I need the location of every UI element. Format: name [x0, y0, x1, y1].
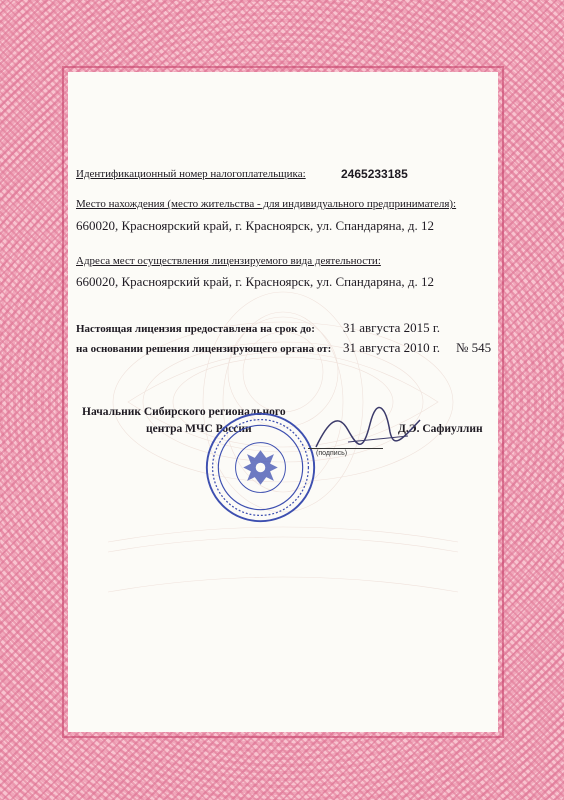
term-value: 31 августа 2015 г.: [343, 320, 440, 335]
inn-label: Идентификационный номер налогоплательщика:: [76, 168, 306, 180]
basis-date: 31 августа 2010 г.: [343, 340, 440, 355]
signature-caption: (подпись): [316, 450, 348, 457]
signatory-name: Д.Э. Сафиуллин: [398, 423, 483, 435]
document-body: [68, 72, 498, 732]
term-label: Настоящая лицензия предоставлена на срок до:: [76, 323, 315, 335]
signature-line: [308, 448, 383, 449]
signatory-title-line1: Начальник Сибирского регионального: [82, 406, 286, 418]
location-value: 660020, Красноярский край, г. Красноярск, ул. Спандаряна, д. 12: [76, 218, 435, 233]
basis-label: на основании решения лицензирующего органа от:: [76, 343, 332, 355]
basis-number: № 545: [456, 340, 492, 355]
location-label: Место нахождения (место жительства - для индивидуального предпринимателя):: [76, 198, 457, 210]
signatory-title-line2: центра МЧС России: [146, 423, 252, 435]
activity-label: Адреса мест осуществления лицензируемого вида деятельности:: [76, 255, 381, 267]
activity-value: 660020, Красноярский край, г. Красноярск, ул. Спандаряна, д. 12: [76, 274, 435, 289]
inn-value: 2465233185: [341, 167, 408, 181]
official-seal-icon: [203, 410, 318, 525]
